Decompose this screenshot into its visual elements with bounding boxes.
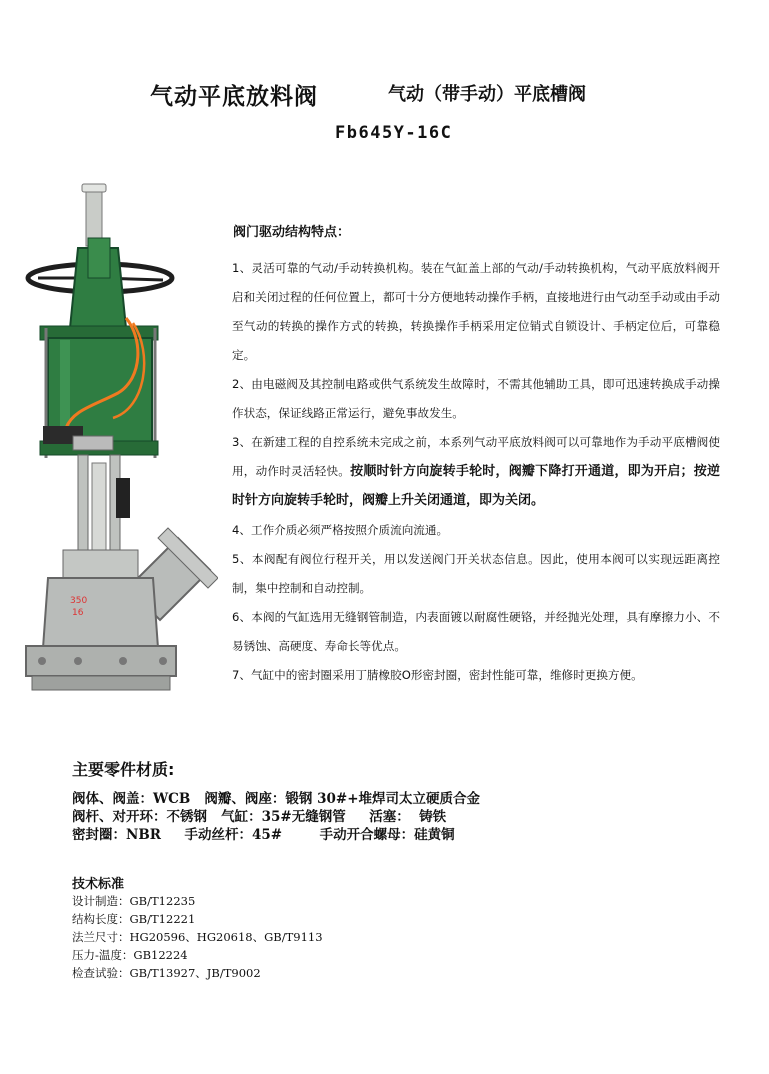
feature-item-6: 6、本阀的气缸选用无缝钢管制造，内表面镀以耐腐性硬铬，并经抛光处理，具有摩擦力小、不易锈蚀、高硬度、寿命长等优点。 [232, 610, 720, 653]
feature-item-7: 7、气缸中的密封圈采用丁腈橡胶O形密封圈，密封性能可靠，维修时更换方便。 [232, 668, 643, 682]
standard-item-2: 结构长度：GB/T12221 [72, 912, 196, 926]
standard-item-1: 设计制造：GB/T12235 [72, 894, 196, 908]
feature-item-5: 5、本阀配有阀位行程开关，用以发送阀门开关状态信息。因此，使用本阀可以实现远距离控制，集中控制和自动控制。 [232, 552, 720, 595]
materials-line-3: 密封圈：NBR 手动丝杆：45# 手动开合螺母：硅黄铜 [72, 827, 455, 843]
standard-item-5: 检查试验：GB/T13927、JB/T9002 [72, 966, 261, 980]
page-subtitle: 气动（带手动）平底槽阀 [388, 84, 586, 105]
feature-item-3-emphasis: 按顺时针方向旋转手轮时，阀瓣下降打开通道，即为开启；按逆时针方向旋转手轮时，阀瓣上升关闭通道，即为关闭。 [232, 464, 720, 508]
features-heading: 阀门驱动结构特点： [233, 225, 351, 240]
feature-item-4: 4、工作介质必须严格按照介质流向流通。 [232, 523, 449, 537]
svg-text:350: 350 [70, 596, 88, 606]
model-number: Fb645Y-16C [335, 123, 453, 143]
feature-item-2: 2、由电磁阀及其控制电路或供气系统发生故障时，不需其他辅助工具，即可迅速转换成手动操作状态，保证线路正常运行，避免事故发生。 [232, 377, 720, 420]
materials-heading: 主要零件材质: [72, 760, 175, 779]
standards-heading: 技术标准 [72, 877, 125, 892]
materials-line-1: 阀体、阀盖：WCB 阀瓣、阀座：锻钢 30#+堆焊司太立硬质合金 [72, 791, 481, 807]
standard-item-4: 压力-温度：GB12224 [72, 948, 188, 962]
page-title: 气动平底放料阀 [150, 84, 318, 110]
materials-line-2: 阀杆、对开环：不锈钢 气缸：35#无缝钢管 活塞： 铸铁 [72, 809, 447, 825]
feature-item-3 [232, 428, 720, 515]
feature-item-3-text: 3、在新建工程的自控系统未完成之前，本系列气动平底放料阀可以可靠地作为手动平底槽阀使用，动作时灵活轻快。 [232, 435, 720, 478]
feature-item-1: 1、灵活可靠的气动/手动转换机构。装在气缸盖上部的气动/手动转换机构，气动平底放料阀开启和关闭过程的任何位置上，都可十分方便地转动操作手柄，直接地进行由气动至手动或由手动至气动的转换的操作方式的转换，转换操作手柄采用定位销式自锁设计、手柄定位后，可靠稳定。 [232, 261, 720, 362]
valve-photo [18, 178, 218, 713]
svg-text:16: 16 [72, 608, 84, 618]
standard-item-3: 法兰尺寸：HG20596、HG20618、GB/T9113 [72, 930, 323, 944]
